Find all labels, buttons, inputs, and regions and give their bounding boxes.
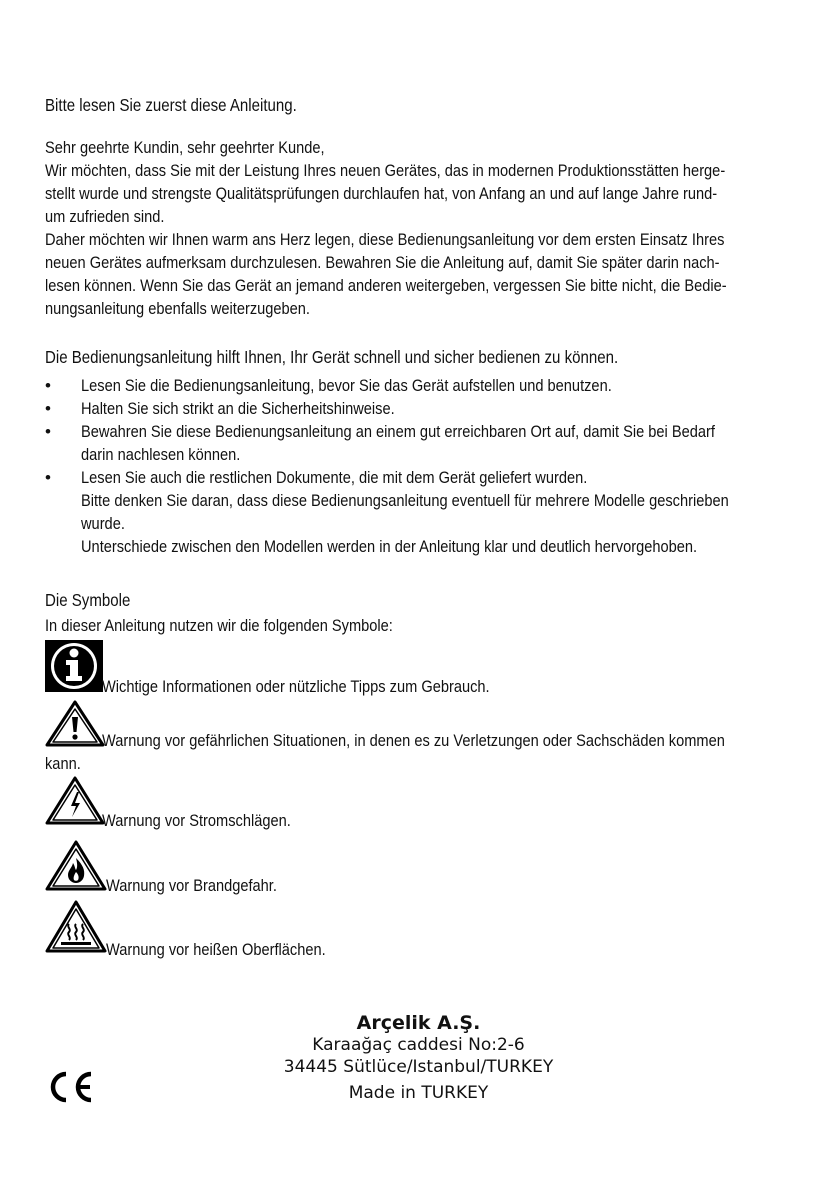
usage-heading: Die Bedienungsanleitung hilft Ihnen, Ihr Gerät schnell und sicher bedienen zu können.	[45, 347, 619, 367]
symbol-warning-text: Warnung vor gefährlichen Situationen, in denen es zu Verletzungen oder Sachschäden kommen	[102, 731, 725, 750]
ce-mark-logo	[46, 1071, 96, 1108]
intro-line: stellt wurde und strengste Qualitätsprüfungen durchlaufen hat, von Anfang an und auf lange Jahre rund-	[45, 184, 718, 203]
symbols-heading: Die Symbole	[45, 590, 131, 610]
intro-line: Wir möchten, dass Sie mit der Leistung Ihres neuen Gerätes, das in modernen Produktionsstätten herge-	[45, 161, 726, 180]
intro-line: neuen Gerätes aufmerksam durchzulesen. Bewahren Sie die Anleitung auf, damit Sie später darin nach-	[45, 253, 720, 272]
intro-line: Daher möchten wir Ihnen warm ans Herz legen, diese Bedienungsanleitung vor dem ersten Einsatz Ihres	[45, 230, 725, 249]
symbol-electric-text: Warnung vor Stromschlägen.	[102, 811, 291, 830]
intro-heading: Bitte lesen Sie zuerst diese Anleitung.	[45, 95, 297, 115]
bullet-dot: •	[45, 422, 51, 441]
symbol-warning-text-continued: kann.	[45, 754, 81, 773]
footer-company: Arçelik A.Ş.	[356, 1012, 481, 1034]
symbols-intro: In dieser Anleitung nutzen wir die folgenden Symbole:	[45, 616, 393, 635]
bullet-dot: •	[45, 399, 51, 418]
symbol-hot-surface-text: Warnung vor heißen Oberflächen.	[106, 940, 326, 959]
symbol-fire-text: Warnung vor Brandgefahr.	[106, 876, 277, 895]
intro-line: lesen können. Wenn Sie das Gerät an jemand anderen weitergeben, vergessen Sie bitte nicht, die Bedie-	[45, 276, 727, 295]
warning-icon	[45, 700, 105, 753]
symbol-info-text: Wichtige Informationen oder nützliche Tipps zum Gebrauch.	[102, 677, 490, 696]
hot-surface-icon	[45, 900, 107, 959]
intro-line: nungsanleitung ebenfalls weiterzugeben.	[45, 299, 310, 318]
fire-icon	[45, 840, 107, 897]
intro-line: um zufrieden sind.	[45, 207, 165, 226]
intro-line: Sehr geehrte Kundin, sehr geehrter Kunde,	[45, 138, 325, 157]
intro-paragraph	[45, 136, 837, 320]
footer-made-in: Made in TURKEY	[348, 1083, 489, 1103]
bullet-dot: •	[45, 468, 51, 487]
electric-shock-icon	[45, 776, 105, 831]
info-icon	[45, 640, 103, 697]
footer-street: Karaağaç caddesi No:2-6	[312, 1035, 525, 1055]
footer-city: 34445 Sütlüce/Istanbul/TURKEY	[283, 1057, 554, 1077]
bullet-dot: •	[45, 376, 51, 395]
manual-page: Bitte lesen Sie zuerst diese Anleitung. Sehr geehrte Kundin, sehr geehrter Kunde, Wir möchten, dass Sie mit der Leistung Ihres neuen Gerätes, das in modernen Produktionsstätten herge- stellt wurde und strengste Qualitätsprüfungen durchlaufen hat, von Anfang an und auf lange Jahre rund- um zufrieden sind. Daher möchten wir Ihnen warm ans Herz legen, diese Bedienungsanleitung vor dem ersten Einsatz Ihres neuen Gerätes aufmerksam durchzulesen. Bewahren Sie die Anleitung auf, damit Sie später darin nach- lesen können. Wenn Sie das Gerät an jemand anderen weitergeben, vergessen Sie bitte nicht, die Bedie- nungsanleitung ebenfalls weiterzugeben. Die Bedienungsanleitung hilft Ihnen, Ihr Gerät schnell und sicher bedienen zu können. • Lesen Sie die Bedienungsanleitung, bevor Sie das Gerät aufstellen und benutzen. • Halten Sie sich strikt an die Sicherheitshinweise. • Bewahren Sie diese Bedienungsanleitung an einem gut erreichbaren Ort auf, damit Sie bei Bedarf darin nachlesen können. • Lesen Sie auch die restlichen Dokumente, die mit dem Gerät geliefert wurden. Bitte denken Sie daran, dass diese Bedienungsanleitung eventuell für mehrere Modelle geschrieben wurde. Unterschiede zwischen den Modellen werden in der Anleitung klar und deutlich hervorgehoben. Die Symbole In dieser Anleitung nutzen wir die folgenden Symbole: Wichtige Informationen oder nützliche Tipps zum Gebrauch. Warnung vor gefährlichen Situationen, in denen es zu Verletzungen oder Sachschäden kommen kann. Warnung vor Stromschlägen. Warnung vor Brandgefahr. Warnung vor heißen Oberflächen. Arçelik A.Ş. Karaağaç caddesi No:2-6 34445 Sütlüce/Istanbul/TURKEY Made in TURKEY	[0, 0, 837, 1190]
